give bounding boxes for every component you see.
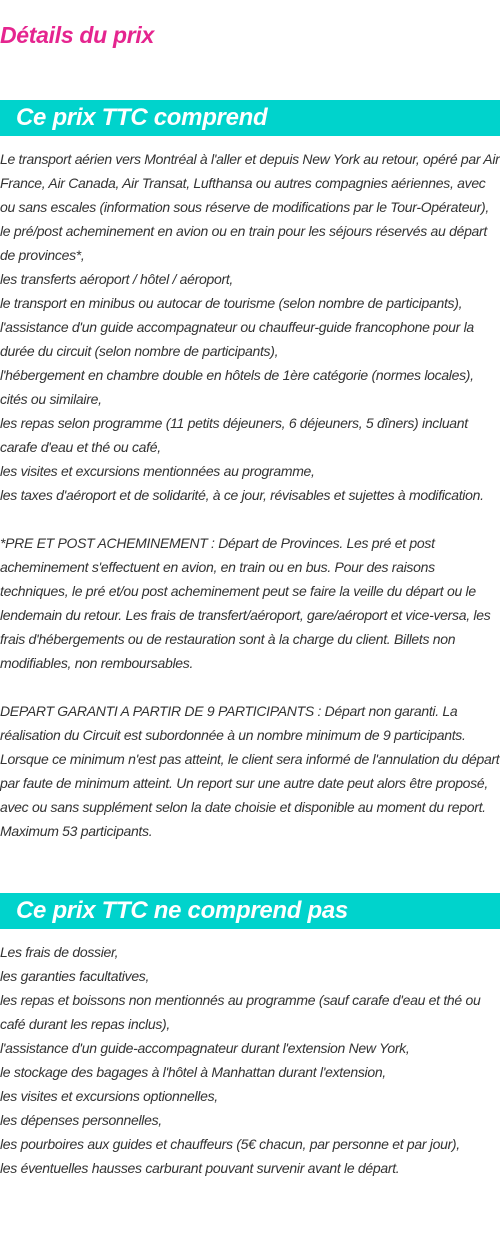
excluded-item: le stockage des bagages à l'hôtel à Manhattan durant l'extension,: [0, 1064, 386, 1080]
excluded-item: Les frais de dossier,: [0, 944, 119, 960]
excluded-item: les pourboires aux guides et chauffeurs (5€ chacun, par personne et par jour),: [0, 1136, 460, 1152]
excluded-item: les éventuelles hausses carburant pouvant survenir avant le départ.: [0, 1160, 400, 1176]
excluded-list: [0, 940, 500, 1180]
included-section-header: Ce prix TTC comprend: [0, 100, 500, 136]
included-item: l'hébergement en chambre double en hôtels de 1ère catégorie (normes locales), cités ou similaire,: [0, 367, 474, 407]
included-item: le transport en minibus ou autocar de tourisme (selon nombre de participants),: [0, 295, 463, 311]
excluded-item: les dépenses personnelles,: [0, 1112, 162, 1128]
page-title: Détails du prix: [0, 22, 154, 48]
included-item: le pré/post acheminement en avion ou en train pour les séjours réservés au départ de provinces*,: [0, 223, 487, 263]
excluded-item: l'assistance d'un guide-accompagnateur durant l'extension New York,: [0, 1040, 410, 1056]
excluded-item: les repas et boissons non mentionnés au programme (sauf carafe d'eau et thé ou café durant les repas inclus),: [0, 992, 481, 1032]
included-item: les visites et excursions mentionnées au programme,: [0, 463, 315, 479]
included-item: l'assistance d'un guide accompagnateur ou chauffeur-guide francophone pour la durée du circuit (selon nombre de participants),: [0, 319, 474, 359]
excluded-item: les visites et excursions optionnelles,: [0, 1088, 218, 1104]
included-item: les taxes d'aéroport et de solidarité, à ce jour, révisables et sujettes à modification.: [0, 487, 484, 503]
included-item: les repas selon programme (11 petits déjeuners, 6 déjeuners, 5 dîners) incluant carafe d'eau et thé ou café,: [0, 415, 468, 455]
excluded-item: les garanties facultatives,: [0, 968, 150, 984]
depart-garanti-note: DEPART GARANTI A PARTIR DE 9 PARTICIPANTS : Départ non garanti. La réalisation du Circuit est subordonnée à un nombre minimum de 9 participants. Lorsque ce minimum n'est pas atteint, le client sera informé de l'annulation du départ par faute de minimum atteint. Un report sur une autre date peut alors être proposé, avec ou sans supplément selon la date choisie et disponible au moment du report. Maximum 53 participants.: [0, 703, 500, 839]
excluded-section-header: Ce prix TTC ne comprend pas: [0, 893, 500, 929]
included-list: [0, 147, 500, 507]
acheminement-note: *PRE ET POST ACHEMINEMENT : Départ de Provinces. Les pré et post acheminement s'effectuent en avion, en train ou en bus. Pour des raisons techniques, le pré et/ou post acheminement peut se faire la veille du départ ou le lendemain du retour. Les frais de transfert/aéroport, gare/aéroport et vice-versa, les frais d'hébergements ou de restauration sont à la charge du client. Billets non modifiables, non remboursables.: [0, 535, 491, 671]
included-item: les transferts aéroport / hôtel / aéroport,: [0, 271, 234, 287]
included-item: Le transport aérien vers Montréal à l'aller et depuis New York au retour, opéré par Air France, Air Canada, Air Transat, Lufthansa ou autres compagnies aériennes, avec ou sans escales (information sous réserve de modifications par le Tour-Opérateur),: [0, 151, 500, 215]
